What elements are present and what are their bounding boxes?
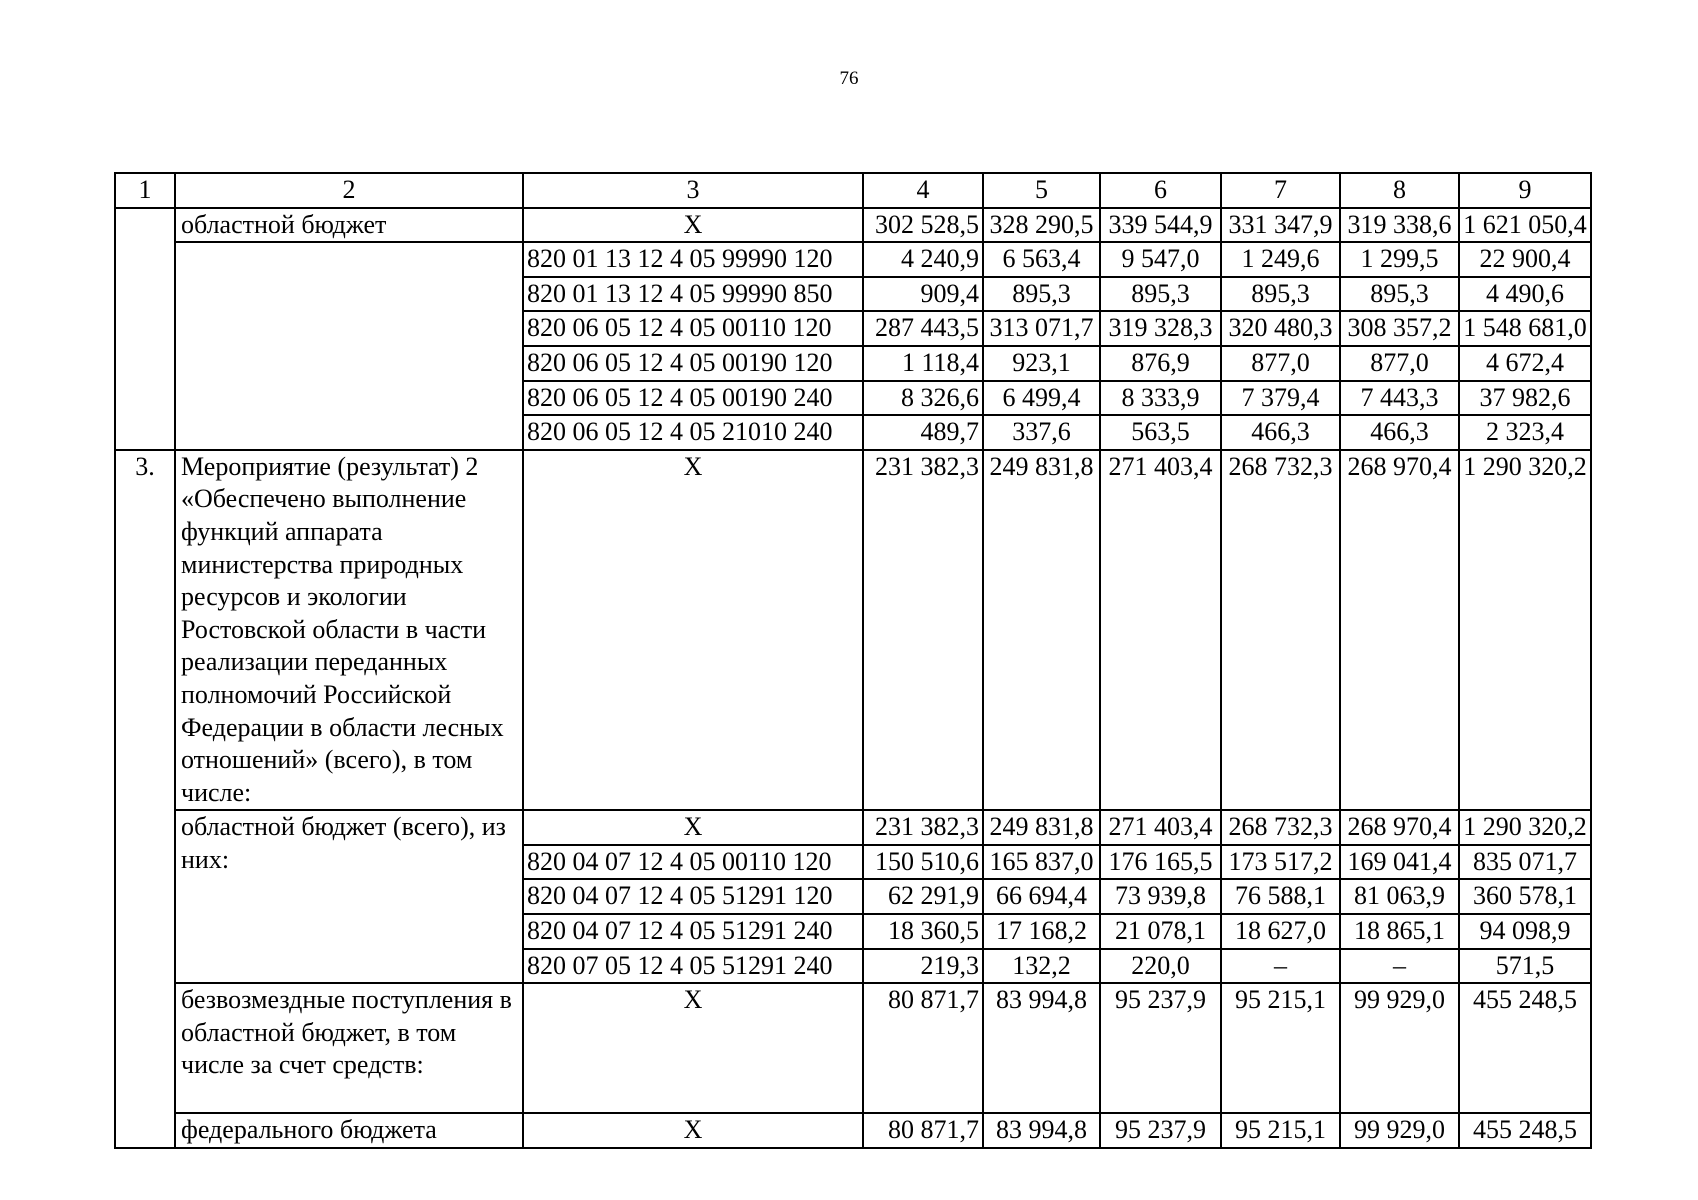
value-cell: 895,3 bbox=[983, 277, 1100, 312]
value-cell: 8 326,6 bbox=[863, 381, 983, 416]
value-cell: 62 291,9 bbox=[863, 879, 983, 914]
column-header: 4 bbox=[863, 173, 983, 208]
value-cell: 73 939,8 bbox=[1100, 879, 1221, 914]
value-cell: 909,4 bbox=[863, 277, 983, 312]
value-cell: 1 290 320,2 bbox=[1459, 810, 1591, 845]
table-row bbox=[115, 810, 1591, 845]
value-cell: 95 215,1 bbox=[1221, 983, 1340, 1113]
value-cell: 99 929,0 bbox=[1340, 1113, 1459, 1148]
value-cell: 466,3 bbox=[1340, 415, 1459, 450]
row-number-cell bbox=[115, 208, 175, 450]
value-cell: 308 357,2 bbox=[1340, 311, 1459, 346]
table-row bbox=[115, 208, 1591, 243]
row-label: областной бюджет (всего), из них: bbox=[175, 810, 523, 983]
value-cell: 287 443,5 bbox=[863, 311, 983, 346]
value-cell: 150 510,6 bbox=[863, 845, 983, 880]
column-header: 2 bbox=[175, 173, 523, 208]
table-row bbox=[115, 983, 1591, 1113]
budget-code: 820 04 07 12 4 05 51291 120 bbox=[523, 879, 863, 914]
page-number: 76 bbox=[839, 68, 859, 89]
value-cell: 17 168,2 bbox=[983, 914, 1100, 949]
value-cell: 18 627,0 bbox=[1221, 914, 1340, 949]
budget-code: X bbox=[523, 208, 863, 243]
value-cell: 21 078,1 bbox=[1100, 914, 1221, 949]
budget-code: X bbox=[523, 450, 863, 811]
value-cell: 489,7 bbox=[863, 415, 983, 450]
value-cell: 268 732,3 bbox=[1221, 450, 1340, 811]
value-cell: 877,0 bbox=[1221, 346, 1340, 381]
budget-code: 820 06 05 12 4 05 00110 120 bbox=[523, 311, 863, 346]
value-cell: 328 290,5 bbox=[983, 208, 1100, 243]
value-cell: 835 071,7 bbox=[1459, 845, 1591, 880]
value-cell: 895,3 bbox=[1340, 277, 1459, 312]
column-header: 9 bbox=[1459, 173, 1591, 208]
budget-table bbox=[114, 172, 1592, 1149]
column-header: 5 bbox=[983, 173, 1100, 208]
value-cell: – bbox=[1340, 949, 1459, 984]
value-cell: 132,2 bbox=[983, 949, 1100, 984]
value-cell: 271 403,4 bbox=[1100, 810, 1221, 845]
value-cell: 455 248,5 bbox=[1459, 1113, 1591, 1148]
value-cell: 94 098,9 bbox=[1459, 914, 1591, 949]
value-cell: 9 547,0 bbox=[1100, 242, 1221, 277]
value-cell: 1 621 050,4 bbox=[1459, 208, 1591, 243]
value-cell: 66 694,4 bbox=[983, 879, 1100, 914]
budget-code: 820 07 05 12 4 05 51291 240 bbox=[523, 949, 863, 984]
value-cell: 165 837,0 bbox=[983, 845, 1100, 880]
value-cell: 81 063,9 bbox=[1340, 879, 1459, 914]
value-cell: 268 732,3 bbox=[1221, 810, 1340, 845]
value-cell: 319 328,3 bbox=[1100, 311, 1221, 346]
budget-code: 820 04 07 12 4 05 00110 120 bbox=[523, 845, 863, 880]
value-cell: 4 490,6 bbox=[1459, 277, 1591, 312]
value-cell: 219,3 bbox=[863, 949, 983, 984]
table-row bbox=[115, 1113, 1591, 1148]
value-cell: 895,3 bbox=[1100, 277, 1221, 312]
value-cell: 320 480,3 bbox=[1221, 311, 1340, 346]
value-cell: 455 248,5 bbox=[1459, 983, 1591, 1113]
value-cell: 80 871,7 bbox=[863, 983, 983, 1113]
value-cell: 220,0 bbox=[1100, 949, 1221, 984]
value-cell: 80 871,7 bbox=[863, 1113, 983, 1148]
table-body bbox=[115, 173, 1591, 1148]
table-row bbox=[115, 450, 1591, 811]
value-cell: 571,5 bbox=[1459, 949, 1591, 984]
value-cell: 876,9 bbox=[1100, 346, 1221, 381]
value-cell: 37 982,6 bbox=[1459, 381, 1591, 416]
value-cell: 877,0 bbox=[1340, 346, 1459, 381]
value-cell: 6 563,4 bbox=[983, 242, 1100, 277]
value-cell: 268 970,4 bbox=[1340, 810, 1459, 845]
header-row bbox=[115, 173, 1591, 208]
column-header: 3 bbox=[523, 173, 863, 208]
value-cell: 268 970,4 bbox=[1340, 450, 1459, 811]
value-cell: 76 588,1 bbox=[1221, 879, 1340, 914]
value-cell: 249 831,8 bbox=[983, 450, 1100, 811]
value-cell: – bbox=[1221, 949, 1340, 984]
value-cell: 563,5 bbox=[1100, 415, 1221, 450]
value-cell: 6 499,4 bbox=[983, 381, 1100, 416]
value-cell: 1 299,5 bbox=[1340, 242, 1459, 277]
column-header: 1 bbox=[115, 173, 175, 208]
value-cell: 176 165,5 bbox=[1100, 845, 1221, 880]
value-cell: 1 249,6 bbox=[1221, 242, 1340, 277]
value-cell: 7 443,3 bbox=[1340, 381, 1459, 416]
value-cell: 83 994,8 bbox=[983, 983, 1100, 1113]
value-cell: 7 379,4 bbox=[1221, 381, 1340, 416]
value-cell: 231 382,3 bbox=[863, 810, 983, 845]
value-cell: 337,6 bbox=[983, 415, 1100, 450]
value-cell: 331 347,9 bbox=[1221, 208, 1340, 243]
row-label: федерального бюджета bbox=[175, 1113, 523, 1148]
row-label: областной бюджет bbox=[175, 208, 523, 243]
value-cell: 466,3 bbox=[1221, 415, 1340, 450]
value-cell: 83 994,8 bbox=[983, 1113, 1100, 1148]
value-cell: 95 215,1 bbox=[1221, 1113, 1340, 1148]
table-row bbox=[115, 242, 1591, 277]
value-cell: 22 900,4 bbox=[1459, 242, 1591, 277]
value-cell: 169 041,4 bbox=[1340, 845, 1459, 880]
budget-code: 820 06 05 12 4 05 21010 240 bbox=[523, 415, 863, 450]
column-header: 8 bbox=[1340, 173, 1459, 208]
value-cell: 95 237,9 bbox=[1100, 1113, 1221, 1148]
row-label: безвозмездные поступления в областной бюджет, в том числе за счет средств: bbox=[175, 983, 523, 1113]
budget-code: X bbox=[523, 810, 863, 845]
budget-code: X bbox=[523, 983, 863, 1113]
value-cell: 302 528,5 bbox=[863, 208, 983, 243]
value-cell: 1 548 681,0 bbox=[1459, 311, 1591, 346]
budget-code: 820 04 07 12 4 05 51291 240 bbox=[523, 914, 863, 949]
value-cell: 8 333,9 bbox=[1100, 381, 1221, 416]
value-cell: 2 323,4 bbox=[1459, 415, 1591, 450]
value-cell: 313 071,7 bbox=[983, 311, 1100, 346]
value-cell: 4 672,4 bbox=[1459, 346, 1591, 381]
budget-code: X bbox=[523, 1113, 863, 1148]
value-cell: 99 929,0 bbox=[1340, 983, 1459, 1113]
value-cell: 18 865,1 bbox=[1340, 914, 1459, 949]
value-cell: 4 240,9 bbox=[863, 242, 983, 277]
value-cell: 1 118,4 bbox=[863, 346, 983, 381]
budget-code: 820 01 13 12 4 05 99990 850 bbox=[523, 277, 863, 312]
column-header: 6 bbox=[1100, 173, 1221, 208]
budget-code: 820 01 13 12 4 05 99990 120 bbox=[523, 242, 863, 277]
column-header: 7 bbox=[1221, 173, 1340, 208]
row-label-empty bbox=[175, 242, 523, 450]
row-label: Мероприятие (результат) 2 «Обеспечено выполнение функций аппарата министерства природных ресурсов и экологии Ростовской области в части реализации переданных полномочий Российской Федерации в области лесных отношений» (всего), в том числе: bbox=[175, 450, 523, 811]
value-cell: 231 382,3 bbox=[863, 450, 983, 811]
value-cell: 360 578,1 bbox=[1459, 879, 1591, 914]
value-cell: 319 338,6 bbox=[1340, 208, 1459, 243]
value-cell: 173 517,2 bbox=[1221, 845, 1340, 880]
value-cell: 895,3 bbox=[1221, 277, 1340, 312]
value-cell: 923,1 bbox=[983, 346, 1100, 381]
budget-code: 820 06 05 12 4 05 00190 120 bbox=[523, 346, 863, 381]
budget-code: 820 06 05 12 4 05 00190 240 bbox=[523, 381, 863, 416]
value-cell: 249 831,8 bbox=[983, 810, 1100, 845]
value-cell: 339 544,9 bbox=[1100, 208, 1221, 243]
row-number: 3. bbox=[115, 450, 175, 1148]
value-cell: 1 290 320,2 bbox=[1459, 450, 1591, 811]
value-cell: 95 237,9 bbox=[1100, 983, 1221, 1113]
value-cell: 271 403,4 bbox=[1100, 450, 1221, 811]
value-cell: 18 360,5 bbox=[863, 914, 983, 949]
